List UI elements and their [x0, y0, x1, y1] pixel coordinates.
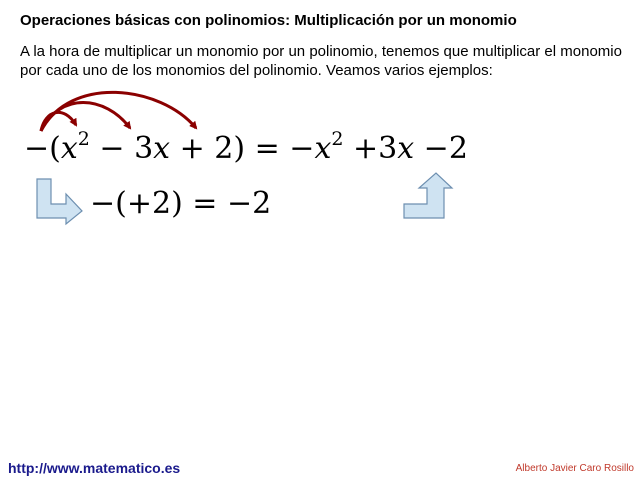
eq1-rhs-plus3: +3 — [343, 131, 398, 166]
up-arrow-icon — [402, 172, 454, 220]
eq1-var-x: x — [60, 131, 78, 166]
eq1-equals: = — [245, 131, 290, 166]
slide-title: Operaciones básicas con polinomios: Multiplicación por un monomio — [20, 12, 517, 29]
eq1-plus-2: + 2) — [170, 131, 246, 166]
footer-url-link[interactable]: http://www.matematico.es — [8, 460, 181, 476]
eq1-rhs-minus2: −2 — [414, 131, 468, 166]
eq1-exponent: 2 — [77, 128, 90, 150]
eq1-rhs-minus: − — [289, 131, 315, 166]
eq1-minus-3: − 3 — [89, 131, 154, 166]
eq1-var-x-2: x — [153, 131, 171, 166]
eq1-lhs-open: −( — [24, 131, 61, 166]
eq1-rhs-x: x — [314, 131, 332, 166]
footer-author: Alberto Javier Caro Rosillo — [515, 463, 634, 474]
curved-arrow-icon — [41, 92, 196, 131]
down-right-arrow-icon — [36, 178, 84, 226]
intro-paragraph: A la hora de multiplicar un monomio por un polinomio, tenemos que multiplicar el monomio por cada uno de los monomios del polinomio. Veamos varios ejemplos: — [20, 43, 622, 79]
eq1-rhs-exponent: 2 — [331, 128, 344, 150]
equation-1 — [24, 128, 468, 166]
curved-arrow-icon — [41, 103, 130, 132]
equation-2: −(+2) = −2 — [90, 186, 272, 221]
eq1-rhs-x-2: x — [397, 131, 415, 166]
